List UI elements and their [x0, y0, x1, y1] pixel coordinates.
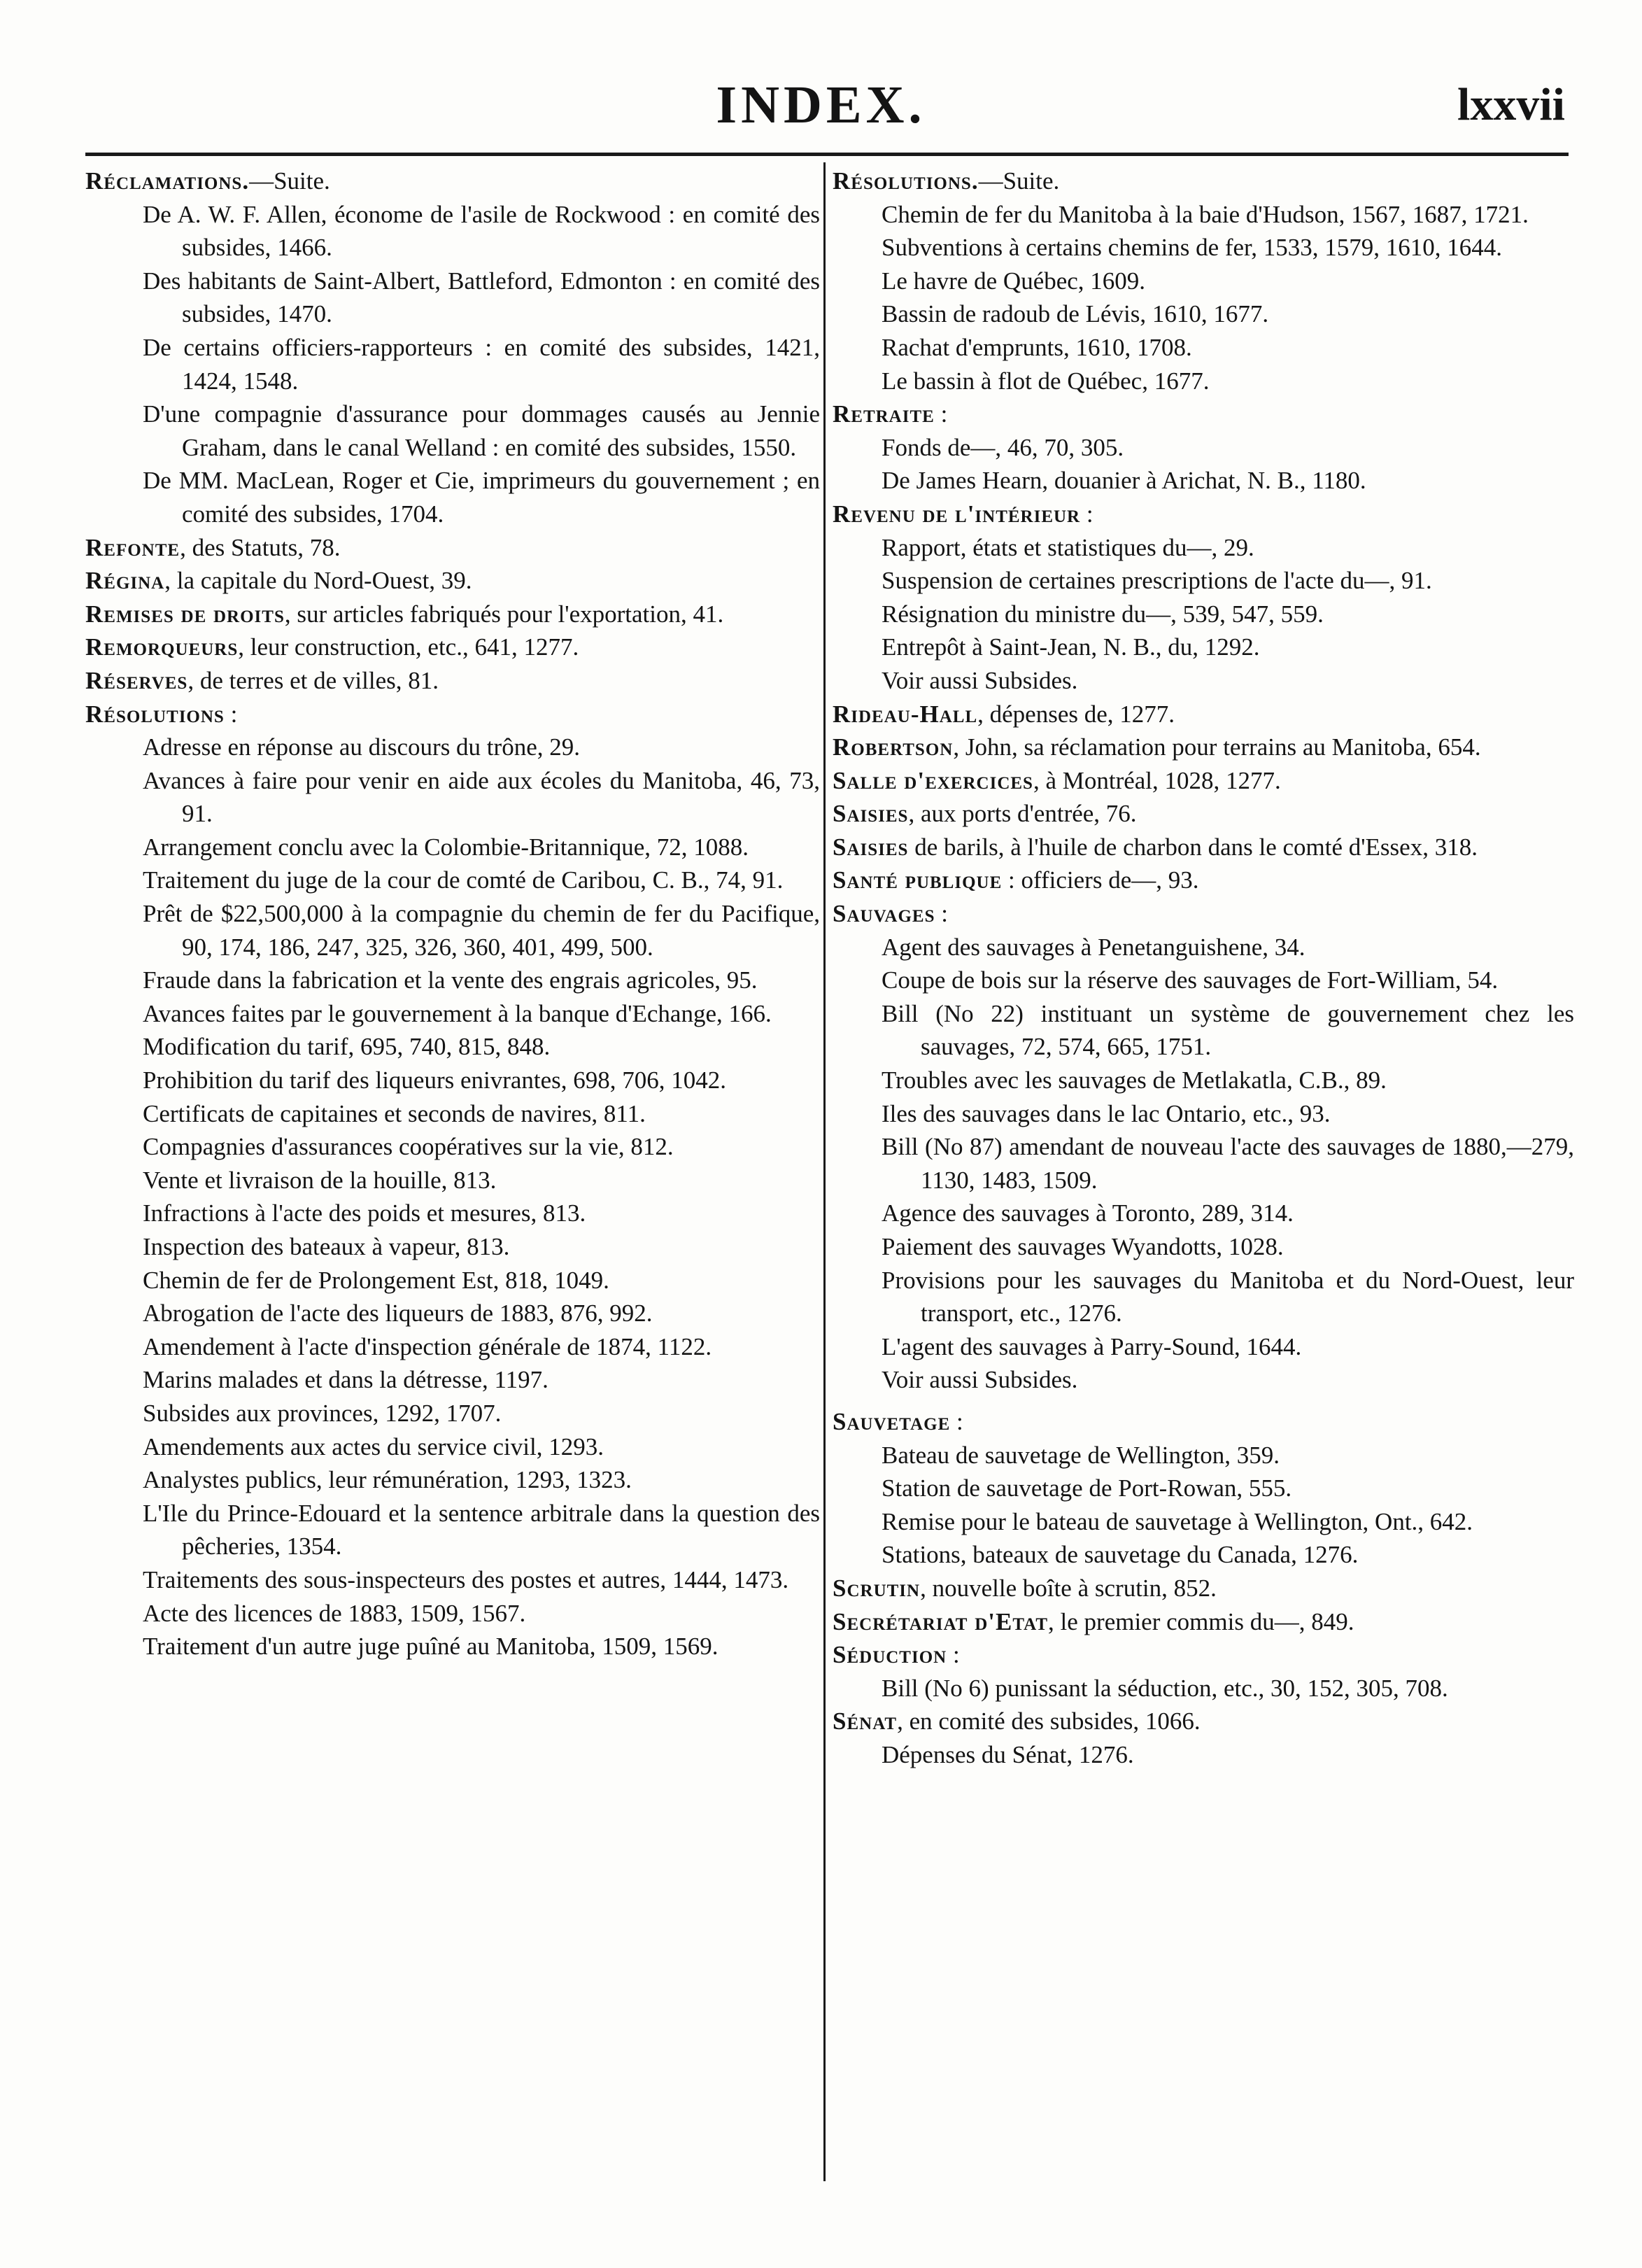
page-title: INDEX. — [716, 76, 926, 134]
index-subentry: Traitement du juge de la cour de comté de Caribou, C. B., 74, 91. — [143, 866, 784, 894]
index-subentry: Remise pour le bateau de sauvetage à Wellington, Ont., 642. — [882, 1507, 1473, 1535]
index-heading — [833, 897, 1574, 931]
heading-term: Résolutions. — [833, 167, 979, 195]
index-heading — [833, 1638, 1574, 1672]
index-heading — [833, 864, 1574, 897]
index-subentry: Station de sauvetage de Port-Rowan, 555. — [882, 1474, 1292, 1502]
index-subentry: Inspection des bateaux à vapeur, 813. — [143, 1233, 510, 1260]
index-subentry: Modification du tarif, 695, 740, 815, 848. — [143, 1033, 551, 1061]
left-column — [85, 164, 820, 1663]
index-subentry: De certains officiers-rapporteurs : en comité des subsides, 1421, 1424, 1548. — [143, 333, 820, 395]
index-subentry: Compagnies d'assurances coopératives sur la vie, 812. — [143, 1133, 674, 1161]
index-heading — [833, 397, 1574, 431]
index-heading — [85, 531, 820, 565]
right-column — [833, 164, 1574, 1772]
heading-term: Réclamations. — [85, 167, 250, 195]
heading-term: Sénat — [833, 1707, 898, 1735]
index-subentry: Vente et livraison de la houille, 813. — [143, 1166, 497, 1194]
heading-detail: , dépenses de, 1277. — [977, 700, 1175, 728]
index-heading — [833, 764, 1574, 798]
heading-term: Remises de droits — [85, 600, 285, 628]
index-heading — [85, 564, 820, 598]
index-subentry: Adresse en réponse au discours du trône, 29. — [143, 733, 580, 761]
index-subentry: L'Ile du Prince-Edouard et la sentence arbitrale dans la question des pêcheries, 1354. — [143, 1499, 820, 1561]
index-subentry: Subventions à certains chemins de fer, 1533, 1579, 1610, 1644. — [882, 234, 1503, 262]
heading-detail: : — [947, 1641, 960, 1669]
heading-detail: : officiers de—, 93. — [1002, 866, 1199, 894]
index-heading — [85, 664, 820, 698]
heading-term: Saisies — [833, 800, 909, 828]
heading-term: Sauvages — [833, 900, 935, 928]
index-heading — [85, 164, 820, 198]
heading-detail: , John, sa réclamation pour terrains au Manitoba, 654. — [953, 733, 1481, 761]
index-subentry: Entrepôt à Saint-Jean, N. B., du, 1292. — [882, 633, 1260, 661]
index-heading — [833, 1572, 1574, 1605]
index-subentry: Chemin de fer du Manitoba à la baie d'Hudson, 1567, 1687, 1721. — [882, 200, 1529, 228]
index-subentry: De A. W. F. Allen, économe de l'asile de Rockwood : en comité des subsides, 1466. — [143, 200, 820, 262]
heading-detail: , des Statuts, 78. — [180, 533, 341, 561]
index-subentry: Troubles avec les sauvages de Metlakatla, C.B., 89. — [882, 1066, 1387, 1094]
index-subentry: Amendements aux actes du service civil, 1293. — [143, 1432, 604, 1460]
index-subentry: Bateau de sauvetage de Wellington, 359. — [882, 1441, 1280, 1469]
heading-term: Remorqueurs — [85, 633, 239, 661]
index-subentry: Fraude dans la fabrication et la vente des engrais agricoles, 95. — [143, 966, 758, 994]
heading-detail: : — [950, 1407, 963, 1435]
heading-detail: , leur construction, etc., 641, 1277. — [238, 633, 579, 661]
index-heading — [85, 698, 820, 731]
heading-term: Robertson — [833, 733, 954, 761]
index-subentry: Fonds de—, 46, 70, 305. — [882, 433, 1124, 461]
index-subentry: Prohibition du tarif des liqueurs enivrantes, 698, 706, 1042. — [143, 1066, 727, 1094]
heading-term: Sauvetage — [833, 1407, 951, 1435]
heading-term: Régina — [85, 567, 165, 595]
heading-detail: , à Montréal, 1028, 1277. — [1033, 766, 1281, 794]
index-subentry: Marins malades et dans la détresse, 1197. — [143, 1366, 548, 1394]
index-heading — [85, 598, 820, 631]
heading-term: Revenu de l'intérieur — [833, 500, 1081, 528]
heading-detail: : — [224, 700, 238, 728]
heading-detail: : — [934, 400, 948, 428]
index-subentry: Le havre de Québec, 1609. — [882, 267, 1146, 295]
index-subentry: Coupe de bois sur la réserve des sauvages de Fort-William, 54. — [882, 966, 1499, 994]
heading-detail: , aux ports d'entrée, 76. — [908, 800, 1137, 828]
index-subentry: D'une compagnie d'assurance pour dommages causés au Jennie Graham, dans le canal Welland : en comité des subsides, 1550. — [143, 400, 820, 461]
index-subentry: Le bassin à flot de Québec, 1677. — [882, 367, 1210, 395]
heading-term: Rideau-Hall — [833, 700, 978, 728]
heading-detail: , sur articles fabriqués pour l'exportation, 41. — [284, 600, 724, 628]
index-subentry: De MM. MacLean, Roger et Cie, imprimeurs du gouvernement ; en comité des subsides, 1704. — [143, 467, 820, 528]
heading-term: Retraite — [833, 400, 935, 428]
column-divider — [823, 162, 826, 2181]
index-subentry: Subsides aux provinces, 1292, 1707. — [143, 1399, 502, 1427]
index-heading — [833, 498, 1574, 531]
index-subentry: Bill (No 87) amendant de nouveau l'acte des sauvages de 1880,—279, 1130, 1483, 1509. — [882, 1133, 1574, 1194]
index-subentry: Bassin de radoub de Lévis, 1610, 1677. — [882, 300, 1269, 328]
index-subentry: Provisions pour les sauvages du Manitoba et du Nord-Ouest, leur transport, etc., 1276. — [882, 1266, 1574, 1327]
heading-term: Résolutions — [85, 700, 225, 728]
heading-detail: —Suite. — [249, 167, 330, 195]
index-subentry: L'agent des sauvages à Parry-Sound, 1644. — [882, 1332, 1302, 1360]
index-subentry: De James Hearn, douanier à Arichat, N. B., 1180. — [882, 467, 1366, 495]
heading-detail: de barils, à l'huile de charbon dans le comté d'Essex, 318. — [908, 833, 1478, 861]
index-subentry: Arrangement conclu avec la Colombie-Britannique, 72, 1088. — [143, 833, 749, 861]
index-subentry: Analystes publics, leur rémunération, 1293, 1323. — [143, 1466, 632, 1494]
index-subentry: Infractions à l'acte des poids et mesures, 813. — [143, 1199, 586, 1227]
index-heading — [833, 1605, 1574, 1639]
page-header — [0, 73, 1642, 136]
heading-term: Santé publique — [833, 866, 1003, 894]
index-subentry: Dépenses du Sénat, 1276. — [882, 1740, 1134, 1768]
heading-term: Réserves — [85, 666, 188, 694]
heading-term: Séduction — [833, 1641, 947, 1669]
index-subentry: Agence des sauvages à Toronto, 289, 314. — [882, 1199, 1294, 1227]
index-subentry: Traitement d'un autre juge puîné au Manitoba, 1509, 1569. — [143, 1633, 719, 1661]
index-subentry: Abrogation de l'acte des liqueurs de 1883, 876, 992. — [143, 1299, 653, 1327]
index-subentry: Amendement à l'acte d'inspection générale de 1874, 1122. — [143, 1332, 712, 1360]
heading-detail: , en comité des subsides, 1066. — [897, 1707, 1201, 1735]
heading-term: Secrétariat d'Etat — [833, 1607, 1049, 1635]
heading-term: Refonte — [85, 533, 181, 561]
header-rule — [85, 153, 1569, 156]
index-subentry: Acte des licences de 1883, 1509, 1567. — [143, 1599, 526, 1627]
index-heading — [833, 1405, 1574, 1439]
heading-detail: , nouvelle boîte à scrutin, 852. — [920, 1574, 1217, 1602]
index-heading — [85, 631, 820, 664]
heading-detail: : — [935, 900, 948, 928]
index-subentry: Chemin de fer de Prolongement Est, 818, 1049. — [143, 1266, 609, 1294]
index-heading — [833, 731, 1574, 764]
index-heading — [833, 831, 1574, 864]
heading-detail: —Suite. — [978, 167, 1060, 195]
index-subentry: Stations, bateaux de sauvetage du Canada, 1276. — [882, 1541, 1359, 1569]
index-subentry: Certificats de capitaines et seconds de navires, 811. — [143, 1099, 646, 1127]
heading-term: Scrutin — [833, 1574, 921, 1602]
index-subentry: Avances faites par le gouvernement à la banque d'Echange, 166. — [143, 999, 772, 1027]
index-subentry: Agent des sauvages à Penetanguishene, 34. — [882, 933, 1305, 961]
heading-detail: : — [1080, 500, 1094, 528]
index-subentry: Prêt de $22,500,000 à la compagnie du chemin de fer du Pacifique, 90, 174, 186, 247, 325, 326, 360, 401, 499, 500. — [143, 900, 820, 961]
index-heading — [833, 698, 1574, 731]
index-subentry: Bill (No 6) punissant la séduction, etc., 30, 152, 305, 708. — [882, 1674, 1448, 1702]
index-subentry: Rachat d'emprunts, 1610, 1708. — [882, 333, 1192, 361]
index-subentry: Avances à faire pour venir en aide aux écoles du Manitoba, 46, 73, 91. — [143, 766, 820, 828]
index-subentry: Traitements des sous-inspecteurs des postes et autres, 1444, 1473. — [143, 1565, 789, 1593]
index-heading — [833, 797, 1574, 831]
index-subentry: Rapport, états et statistiques du—, 29. — [882, 533, 1254, 561]
index-heading — [833, 1705, 1574, 1738]
index-subentry: Des habitants de Saint-Albert, Battleford, Edmonton : en comité des subsides, 1470. — [143, 267, 820, 328]
heading-detail: , de terres et de villes, 81. — [187, 666, 439, 694]
index-heading — [833, 164, 1574, 198]
heading-detail: , le premier commis du—, 849. — [1048, 1607, 1354, 1635]
heading-detail: , la capitale du Nord-Ouest, 39. — [164, 567, 472, 595]
index-subentry: Suspension de certaines prescriptions de l'acte du—, 91. — [882, 567, 1432, 595]
index-subentry: Iles des sauvages dans le lac Ontario, etc., 93. — [882, 1099, 1331, 1127]
index-subentry: Voir aussi Subsides. — [882, 1366, 1078, 1394]
index-subentry: Voir aussi Subsides. — [882, 666, 1078, 694]
index-subentry: Résignation du ministre du—, 539, 547, 559. — [882, 600, 1324, 628]
page-number: lxxvii — [1457, 79, 1565, 130]
heading-term: Saisies — [833, 833, 909, 861]
index-subentry: Paiement des sauvages Wyandotts, 1028. — [882, 1233, 1284, 1260]
index-subentry: Bill (No 22) instituant un système de gouvernement chez les sauvages, 72, 574, 665, 1751. — [882, 999, 1574, 1061]
heading-term: Salle d'exercices — [833, 766, 1033, 794]
